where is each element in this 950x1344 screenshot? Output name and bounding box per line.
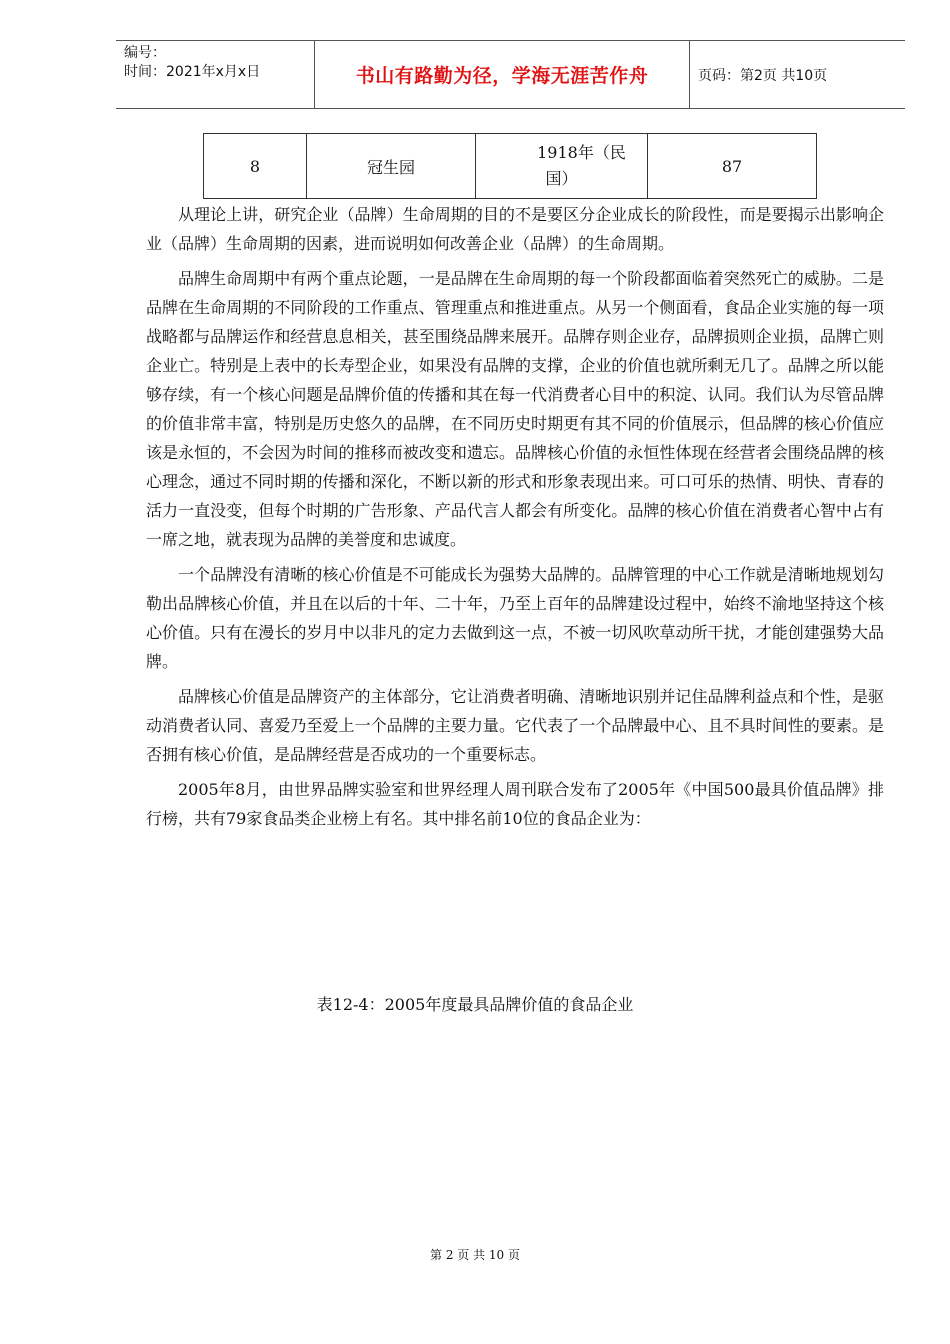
table-cell-year [476, 134, 648, 199]
year-line-1: 1918年（民 [537, 143, 626, 162]
year-line-2: 国） [545, 169, 578, 188]
time-label: 时间：2021年x月x日 [124, 64, 261, 80]
header-meta [116, 41, 315, 108]
table-cell-age: 87 [648, 134, 817, 199]
paragraph: 品牌生命周期中有两个重点论题，一是品牌在生命周期的每一个阶段都面临着突然死亡的威胁。二是品牌在生命周期的不同阶段的工作重点、管理重点和推进重点。从另一个侧面看，食品企业实施的每一项战略都与品牌运作和经营息息相关，甚至围绕品牌来展开。品牌存则企业存，品牌损则企业损，品牌亡则企业亡。特别是上表中的长寿型企业，如果没有品牌的支撑，企业的价值也就所剩无几了。品牌之所以能够存续，有一个核心问题是品牌价值的传播和其在每一代消费者心目中的积淀、认同。我们认为尽管品牌的价值非常丰富，特别是历史悠久的品牌，在不同历史时期更有其不同的价值展示，但品牌的核心价值应该是永恒的，不会因为时间的推移而被改变和遗忘。品牌核心价值的永恒性体现在经营者会围绕品牌的核心理念，通过不同时期的传播和深化，不断以新的形式和形象表现出来。可口可乐的热情、明快、青春的活力一直没变，但每个时期的广告形象、产品代言人都会有所变化。品牌的核心价值在消费者心智中占有一席之地，就表现为品牌的美誉度和忠诚度。 [146, 269, 884, 549]
body-text [146, 200, 884, 839]
paragraph: 一个品牌没有清晰的核心价值是不可能成长为强势大品牌的。品牌管理的中心工作就是清晰地规划勾勒出品牌核心价值，并且在以后的十年、二十年，乃至上百年的品牌建设过程中，始终不渝地坚持这个核心价值。只有在漫长的岁月中以非凡的定力去做到这一点，不被一切风吹草动所干扰，才能创建强势大品牌。 [146, 565, 884, 671]
table-caption: 表12-4：2005年度最具品牌价值的食品企业 [316, 995, 634, 1014]
paragraph: 2005年8月，由世界品牌实验室和世界经理人周刊联合发布了2005年《中国500最具价值品牌》排行榜，共有79家食品类企业榜上有名。其中排名前10位的食品企业为： [146, 780, 884, 828]
header-motto: 书山有路勤为径，学海无涯苦作舟 [315, 41, 690, 108]
table-cell-name: 冠生园 [307, 134, 476, 199]
table-cell-index: 8 [204, 134, 307, 199]
page-header [116, 40, 905, 109]
header-page-info: 页码：第2页 共10页 [698, 67, 828, 84]
table-row [204, 134, 817, 199]
number-label: 编号： [124, 45, 166, 61]
paragraph: 从理论上讲，研究企业（品牌）生命周期的目的不是要区分企业成长的阶段性，而是要揭示出影响企业（品牌）生命周期的因素，进而说明如何改善企业（品牌）的生命周期。 [146, 205, 884, 253]
page-footer: 第 2 页 共 10 页 [430, 1248, 520, 1262]
brand-table [203, 133, 817, 199]
paragraph: 品牌核心价值是品牌资产的主体部分，它让消费者明确、清晰地识别并记住品牌利益点和个性，是驱动消费者认同、喜爱乃至爱上一个品牌的主要力量。它代表了一个品牌最中心、且不具时间性的要素。是否拥有核心价值，是品牌经营是否成功的一个重要标志。 [146, 687, 884, 764]
